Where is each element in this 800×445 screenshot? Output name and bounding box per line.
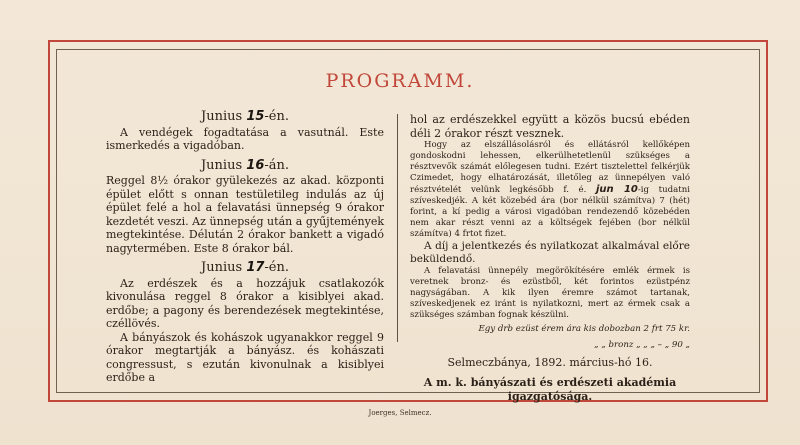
column-divider	[397, 114, 398, 342]
document-title: PROGRAMM.	[325, 70, 475, 92]
day2-text: Reggel 8½ órakor gyülekezés az akad. központi épület előtt s onnan testületileg indulás az új épület felé a hol a felavatási ünnepség 9 órakor kezdetét veszi. Az ünnepség után a gyűjtemények megtekintése. Délután 2 órakor bankett a vigadó nagytermében. Este 8 órakor bál.	[106, 174, 384, 255]
day3-text2: A bányászok és kohászok ugyanakkor reggel 9 órakor megtartják a bányász. és kohászati congressust, s ezután kivonulnak a kisiblyei erdőbe a	[106, 330, 384, 384]
handwritten-day3: 17	[246, 260, 265, 275]
day1-text: A vendégek fogadtatása a vasutnál. Este ismerkedés a vigadóban.	[106, 125, 384, 152]
handwritten-day2: 16	[246, 157, 265, 173]
right-text4: A felavatási ünnepély megörökítésére emlék érmek is veretnek bronz- és ezüstből, két forintos ezüstpénz nagyságában. A kik ilyen éremre számot tartanak, szíveskedjenek ez iránt is nyilatkozni, mert az érmek csak a szükséges számban fognak készülni.	[410, 266, 690, 320]
printer-credit: Joerges, Selmecz.	[368, 409, 432, 417]
signature-line2: igazgatósága.	[507, 389, 593, 403]
day1-heading: Junius 15-én.	[201, 109, 289, 124]
handwritten-deadline: jun 10	[595, 184, 638, 195]
place-date: Selmeczbánya, 1892. március-hó 16.	[447, 356, 653, 369]
left-column	[106, 104, 384, 385]
day3-text1: Az erdészek és a hozzájuk csatlakozók kivonulása reggel 8 órakor a kisiblyei akad. erdőbe; a pagony és berendezések megtekintése, czéllövés.	[106, 276, 384, 330]
day3-heading: Junius 17-én.	[201, 260, 289, 275]
right-text3: A díj a jelentkezés és nyilatkozat alkalmával előre beküldendő.	[410, 240, 690, 265]
right-text1: hol az erdészekkel együtt a közös bucsú ebéden déli 2 órakor részt vesznek.	[410, 113, 690, 140]
day2-heading: Junius 16-án.	[200, 157, 290, 173]
signature-line1: A m. k. bányászati és erdészeti akadémia	[423, 375, 677, 389]
price-bronze: „ „ bronz „ „ „ – „ 90 „	[594, 339, 690, 350]
handwritten-day1: 15	[246, 109, 265, 124]
price-silver: Egy drb ezüst érem ára kis dobozban 2 frt 75 kr.	[478, 324, 690, 334]
right-column	[410, 104, 690, 404]
right-text2: Hogy az elszállásolásról és ellátásról kellőképen gondoskodni lehessen, elkerülhetetlenül szükséges a résztvevők számát előlegesen tudni. Ezért tisztelettel felkérjük Czimedet, hogy elhatározását, illetőleg az ünnepélyen való résztvételét velünk legkésőbb f. é. jun 10-ig tudatni szíveskedjék. A két közebéd ára (bor nélkül számítva) 7 (hét) forint, a kí pedig a városi vigadóban rendezendő közebéden nem akar részt venni az a költségek fejében (bor nélkül számítva) 4 frtot fizet.	[410, 140, 690, 239]
